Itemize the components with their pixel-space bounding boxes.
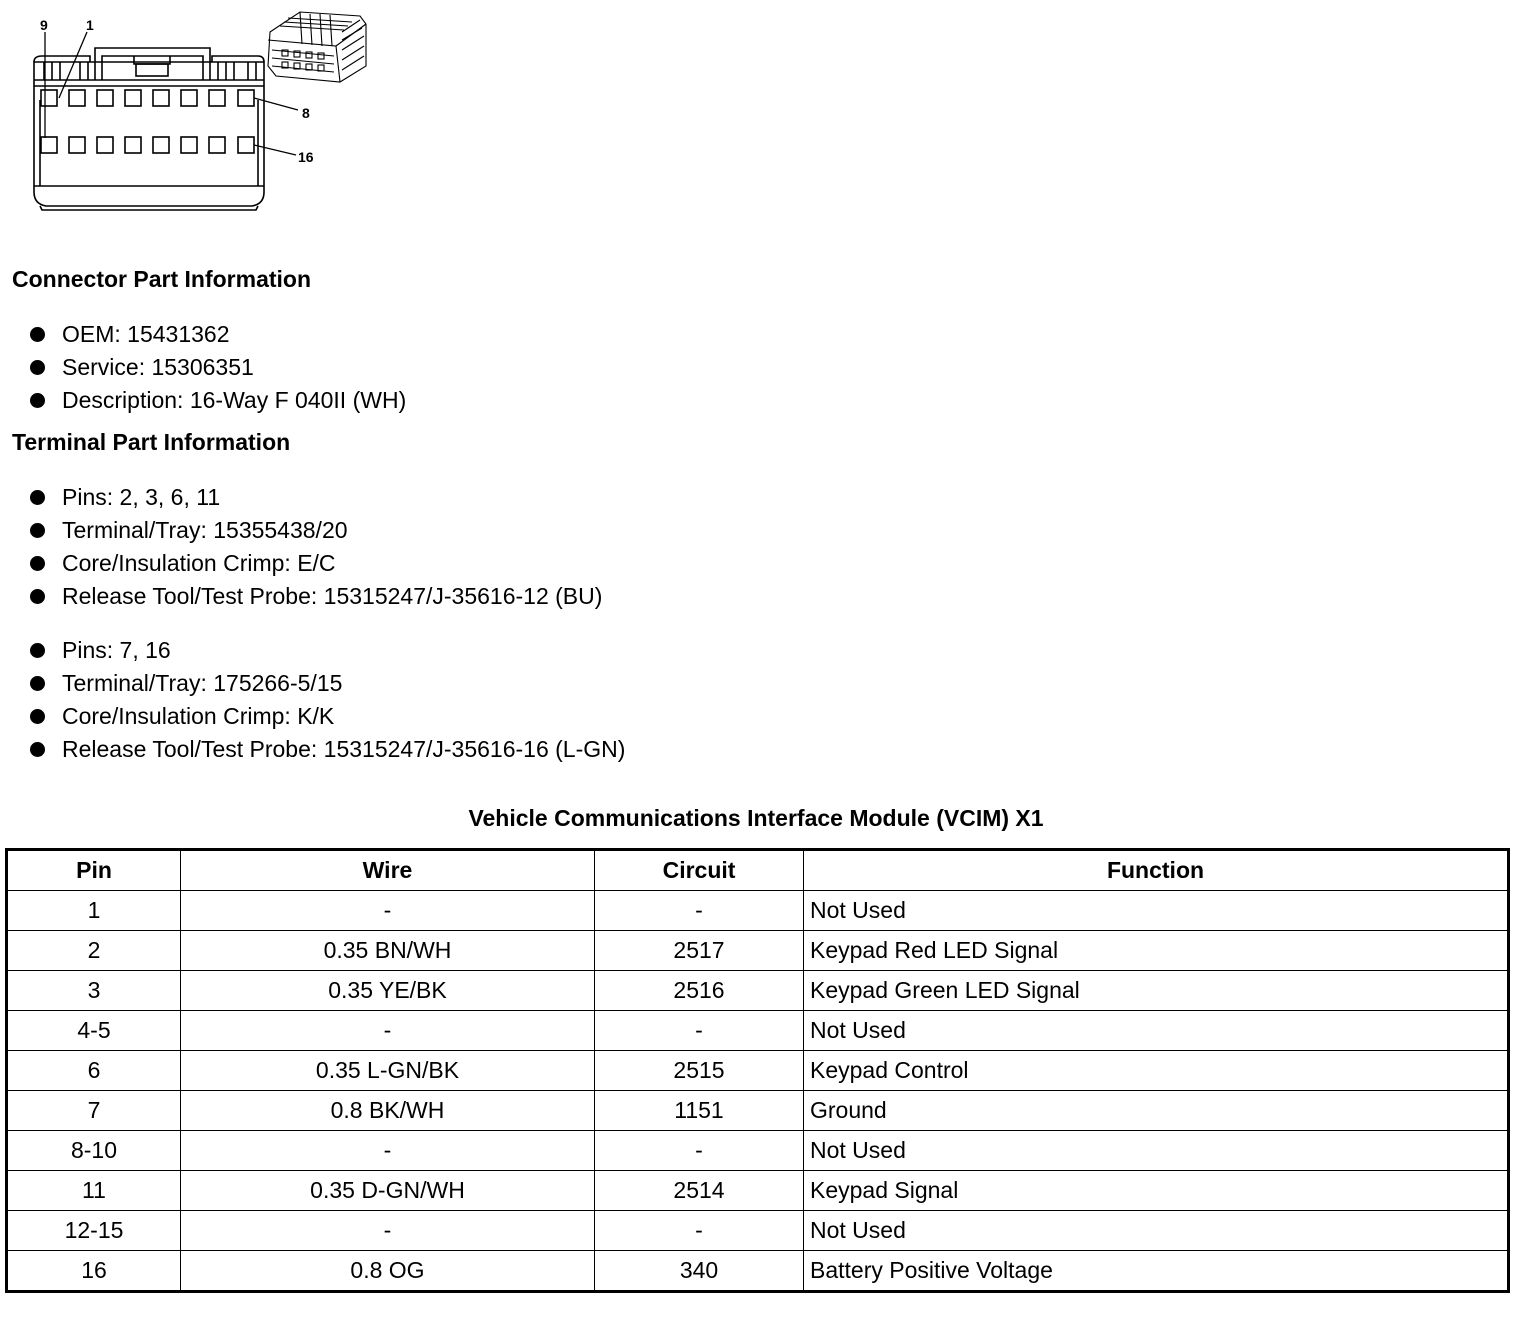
cell-circuit: 2516 bbox=[595, 971, 804, 1011]
cell-pin: 16 bbox=[7, 1251, 181, 1292]
cell-circuit: 2517 bbox=[595, 931, 804, 971]
list-item bbox=[30, 700, 625, 733]
table-row bbox=[7, 1211, 1509, 1251]
cavity-row-top bbox=[41, 90, 254, 106]
cell-wire: - bbox=[181, 1011, 595, 1051]
terminal-info-list-2 bbox=[30, 634, 625, 766]
list-item bbox=[30, 481, 602, 514]
cell-function: Battery Positive Voltage bbox=[804, 1251, 1509, 1292]
list-item-text: Pins: 2, 3, 6, 11 bbox=[62, 484, 221, 510]
cell-pin: 8-10 bbox=[7, 1131, 181, 1171]
cell-function: Not Used bbox=[804, 891, 1509, 931]
table-row bbox=[7, 971, 1509, 1011]
list-item-text: Terminal/Tray: 15355438/20 bbox=[62, 517, 348, 543]
table-row bbox=[7, 1051, 1509, 1091]
table-row bbox=[7, 891, 1509, 931]
bullet-icon bbox=[30, 556, 45, 571]
bullet-icon bbox=[30, 327, 45, 342]
callout-8: 8 bbox=[302, 105, 310, 121]
cell-function: Not Used bbox=[804, 1131, 1509, 1171]
list-item-text: Release Tool/Test Probe: 15315247/J-35616-12 (BU) bbox=[62, 583, 603, 609]
table-row bbox=[7, 1091, 1509, 1131]
cavity-row-bottom bbox=[41, 137, 254, 153]
bullet-icon bbox=[30, 523, 45, 538]
list-item-text: Service: 15306351 bbox=[62, 354, 254, 380]
cell-function: Not Used bbox=[804, 1211, 1509, 1251]
cell-pin: 6 bbox=[7, 1051, 181, 1091]
cell-wire: - bbox=[181, 1131, 595, 1171]
pin-table bbox=[5, 848, 1510, 1293]
cell-function: Keypad Green LED Signal bbox=[804, 971, 1509, 1011]
table-row bbox=[7, 1171, 1509, 1211]
bullet-icon bbox=[30, 742, 45, 757]
column-header-pin: Pin bbox=[7, 850, 181, 891]
cell-wire: 0.35 BN/WH bbox=[181, 931, 595, 971]
cell-circuit: - bbox=[595, 1211, 804, 1251]
cell-circuit: - bbox=[595, 891, 804, 931]
table-title: Vehicle Communications Interface Module (VCIM) X1 bbox=[468, 805, 1044, 831]
callout-1: 1 bbox=[86, 17, 94, 33]
cell-circuit: - bbox=[595, 1131, 804, 1171]
list-item bbox=[30, 384, 406, 417]
terminal-info-list-1 bbox=[30, 481, 602, 613]
list-item bbox=[30, 733, 625, 766]
table-row bbox=[7, 931, 1509, 971]
cell-circuit: 1151 bbox=[595, 1091, 804, 1131]
cell-circuit: - bbox=[595, 1011, 804, 1051]
table-header-row bbox=[7, 850, 1509, 891]
list-item-text: Pins: 7, 16 bbox=[62, 637, 171, 663]
list-item-text: Core/Insulation Crimp: K/K bbox=[62, 703, 335, 729]
cell-pin: 2 bbox=[7, 931, 181, 971]
cell-pin: 7 bbox=[7, 1091, 181, 1131]
list-item bbox=[30, 634, 625, 667]
cell-wire: 0.8 OG bbox=[181, 1251, 595, 1292]
cell-pin: 11 bbox=[7, 1171, 181, 1211]
column-header-circuit: Circuit bbox=[595, 850, 804, 891]
cell-pin: 1 bbox=[7, 891, 181, 931]
bullet-icon bbox=[30, 393, 45, 408]
connector-info-list bbox=[30, 318, 406, 417]
callout-9: 9 bbox=[40, 17, 48, 33]
terminal-info-heading: Terminal Part Information bbox=[12, 429, 291, 455]
connector-diagram bbox=[0, 0, 400, 230]
cell-wire: - bbox=[181, 1211, 595, 1251]
cell-wire: 0.35 L-GN/BK bbox=[181, 1051, 595, 1091]
cell-function: Keypad Red LED Signal bbox=[804, 931, 1509, 971]
list-item-text: Core/Insulation Crimp: E/C bbox=[62, 550, 336, 576]
column-header-wire: Wire bbox=[181, 850, 595, 891]
list-item bbox=[30, 514, 602, 547]
cell-wire: - bbox=[181, 891, 595, 931]
list-item-text: Release Tool/Test Probe: 15315247/J-35616-16 (L-GN) bbox=[62, 736, 626, 762]
cell-circuit: 2514 bbox=[595, 1171, 804, 1211]
bullet-icon bbox=[30, 360, 45, 375]
list-item bbox=[30, 580, 602, 613]
cell-wire: 0.35 D-GN/WH bbox=[181, 1171, 595, 1211]
table-row bbox=[7, 1251, 1509, 1292]
list-item-text: Description: 16-Way F 040II (WH) bbox=[62, 387, 407, 413]
cell-function: Not Used bbox=[804, 1011, 1509, 1051]
cell-function: Keypad Control bbox=[804, 1051, 1509, 1091]
cell-function: Keypad Signal bbox=[804, 1171, 1509, 1211]
cell-pin: 3 bbox=[7, 971, 181, 1011]
table-row bbox=[7, 1131, 1509, 1171]
cell-wire: 0.35 YE/BK bbox=[181, 971, 595, 1011]
cell-pin: 4-5 bbox=[7, 1011, 181, 1051]
bullet-icon bbox=[30, 676, 45, 691]
list-item bbox=[30, 547, 602, 580]
column-header-function: Function bbox=[804, 850, 1509, 891]
connector-body bbox=[34, 48, 264, 210]
list-item-text: Terminal/Tray: 175266-5/15 bbox=[62, 670, 343, 696]
table-row bbox=[7, 1011, 1509, 1051]
connector-iso-view bbox=[268, 12, 366, 82]
connector-info-heading: Connector Part Information bbox=[12, 266, 312, 292]
list-item bbox=[30, 318, 406, 351]
bullet-icon bbox=[30, 709, 45, 724]
bullet-icon bbox=[30, 589, 45, 604]
list-item-text: OEM: 15431362 bbox=[62, 321, 230, 347]
list-item bbox=[30, 351, 406, 384]
cell-pin: 12-15 bbox=[7, 1211, 181, 1251]
cell-circuit: 340 bbox=[595, 1251, 804, 1292]
bullet-icon bbox=[30, 643, 45, 658]
list-item bbox=[30, 667, 625, 700]
cell-circuit: 2515 bbox=[595, 1051, 804, 1091]
bullet-icon bbox=[30, 490, 45, 505]
callout-16: 16 bbox=[298, 149, 314, 165]
cell-function: Ground bbox=[804, 1091, 1509, 1131]
cell-wire: 0.8 BK/WH bbox=[181, 1091, 595, 1131]
